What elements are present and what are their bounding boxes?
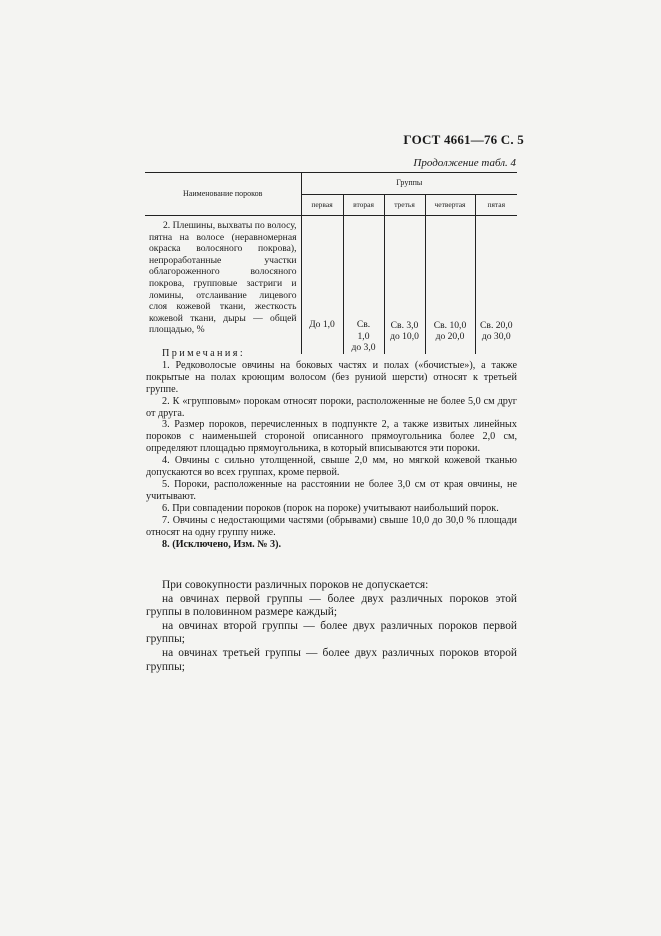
defects-table — [145, 172, 517, 354]
table-row — [145, 216, 517, 355]
group-header-5: пятая — [475, 195, 517, 216]
group-header-2: вторая — [343, 195, 384, 216]
paragraph: на овчинах третьей группы — более двух различных пороков второй группы; — [146, 646, 517, 673]
note-item: 6. При совпадении пороков (порок на пороке) учитывают наибольший порок. — [162, 502, 499, 514]
note-item: 2. К «групповым» порокам относят пороки, расположенные не более 5,0 см друг от друга. — [146, 395, 517, 419]
combined-defects-section — [146, 579, 517, 674]
table-continuation-label: Продолжение табл. 4 — [413, 157, 516, 169]
value-group-3 — [384, 216, 425, 355]
value-group-4 — [425, 216, 475, 355]
note-item: 5. Пороки, расположенные на расстоянии не более 3,0 см от края овчины, не учитывают. — [146, 478, 517, 502]
column-header-defect-name: Наименование пороков — [145, 173, 301, 216]
value-group-5 — [475, 216, 517, 355]
value-line: до 10,0 — [390, 331, 419, 343]
group-header-3: третья — [384, 195, 425, 216]
value-line: Св. 10,0 — [433, 319, 467, 331]
value-line: до 30,0 — [481, 331, 511, 343]
value-line: до 20,0 — [435, 331, 465, 343]
note-item: 8. (Исключено, Изм. № 3). — [162, 538, 282, 550]
note-item: 7. Овчины с недостающими частями (обрывами) свыше 10,0 до 30,0 % площади относят на одну группу ниже. — [146, 514, 517, 538]
notes-section — [146, 348, 517, 550]
value-line: Св. 20,0 — [480, 319, 513, 331]
notes-title: Примечания: — [162, 348, 246, 359]
group-header-4: четвертая — [425, 195, 475, 216]
value-group-2 — [343, 216, 384, 355]
note-item: 3. Размер пороков, перечисленных в подпункте 2, а также извитых линейных пороков с наименьшей стороной описанного прямоугольника более 2,0 см, определяют площадью прямоугольника, в который вписываются эти пороки. — [146, 419, 517, 455]
value-line: до 3,0 — [351, 342, 376, 354]
value-line: 1,0 — [357, 330, 370, 342]
paragraph: на овчинах второй группы — более двух различных пороков первой группы; — [146, 619, 517, 646]
value-line: Св. 3,0 — [390, 319, 419, 331]
group-header-1: первая — [301, 195, 343, 216]
column-header-groups: Группы — [301, 173, 517, 195]
document-code: ГОСТ 4661—76 С. 5 — [403, 132, 524, 147]
note-item: 4. Овчины с сильно утолщенной, свыше 2,0 мм, но мягкой кожевой тканью допускаются во всех группах, кроме первой. — [146, 455, 517, 479]
note-item: 1. Редковолосые овчины на боковых частях и полах («бочистые»), а также покрытые на полах кроющим волосом (без руниой шерсти) относят к третьей группе. — [146, 359, 517, 395]
paragraph: на овчинах первой группы — более двух различных пороков этой группы в половинном размере каждый; — [146, 592, 517, 619]
paragraph: При совокупности различных пороков не допускается: — [162, 579, 429, 591]
value-line: Св. — [356, 319, 371, 331]
value-group-1 — [301, 216, 343, 355]
defect-description: 2. Плешины, выхваты по волосу, пятна на волосе (неравномерная окраска волосяного покрова), непроработанные участки облагороженного волосяного покрова, групповые застриги и ломины, отслаивание лицевого слоя кожевой ткани, жесткость кожевой ткани, дыры — общей площадью, % — [145, 216, 301, 355]
value-line: До 1,0 — [309, 319, 335, 331]
